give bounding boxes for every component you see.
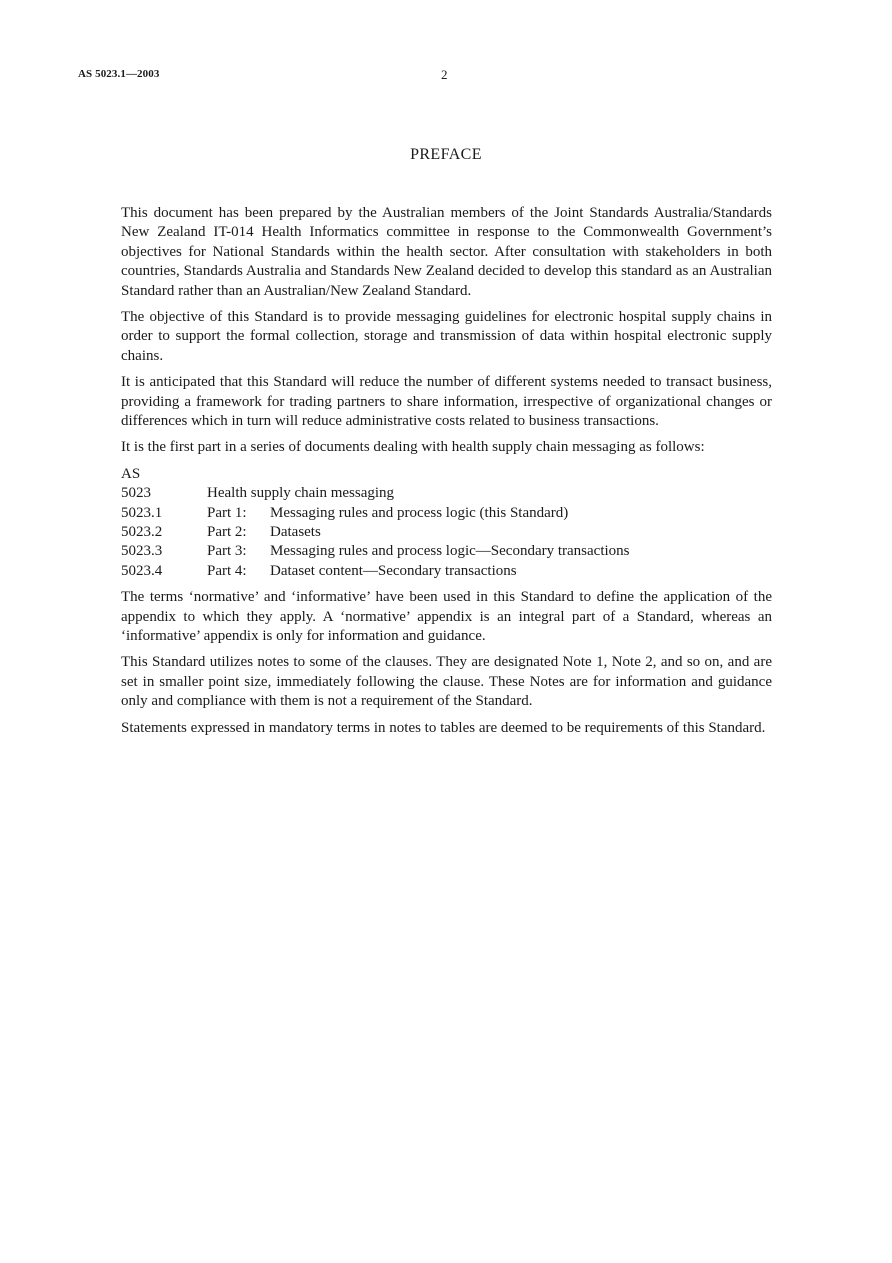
series-part: Part 1: [207, 504, 247, 521]
paragraph-series-intro: It is the first part in a series of documents dealing with health supply chain messaging as follows: [121, 439, 705, 456]
series-number: 5023.2 [121, 524, 163, 541]
series-list [121, 465, 772, 581]
series-number: 5023.4 [121, 562, 163, 579]
paragraph-anticipated: It is anticipated that this Standard will reduce the number of different systems needed to transact business, providing a framework for trading partners to share information, irrespective of organizational changes or differences which in turn will reduce administrative costs related to business transactions. [121, 374, 772, 430]
series-row [121, 562, 772, 581]
paragraph-notes: This Standard utilizes notes to some of the clauses. They are designated Note 1, Note 2, and so on, and are set in smaller point size, immediately following the clause. These Notes are for information and guidance only and compliance with them is not a requirement of the Standard. [121, 654, 772, 710]
preface-body [121, 204, 772, 745]
series-row [121, 542, 772, 561]
series-row [121, 484, 772, 503]
series-title: Dataset content—Secondary transactions [270, 562, 517, 579]
series-title: Datasets [270, 524, 321, 541]
document-id: AS 5023.1—2003 [78, 68, 160, 80]
paragraph-mandatory: Statements expressed in mandatory terms in notes to tables are deemed to be requirements of this Standard. [121, 719, 766, 736]
series-title: Messaging rules and process logic—Secondary transactions [270, 543, 630, 560]
series-number: 5023.1 [121, 504, 163, 521]
series-part: Part 3: [207, 543, 247, 560]
series-row [121, 504, 772, 523]
series-part: Part 4: [207, 562, 247, 579]
paragraph-normative: The terms ‘normative’ and ‘informative’ have been used in this Standard to define the application of the appendix to which they apply. A ‘normative’ appendix is an integral part of a Standard, whereas an ‘informative’ appendix is only for information and guidance. [121, 589, 772, 645]
series-number: 5023.3 [121, 543, 163, 560]
series-prefix: AS [121, 465, 141, 482]
series-prefix-row [121, 465, 772, 484]
series-number: 5023 [121, 485, 151, 502]
series-title: Messaging rules and process logic (this Standard) [270, 504, 569, 521]
series-part: Part 2: [207, 524, 247, 541]
paragraph-intro: This document has been prepared by the Australian members of the Joint Standards Australia/Standards New Zealand IT-014 Health Informatics committee in response to the Commonwealth Government’s objectives for National Standards within the health sector. After consultation with stakeholders in both countries, Standards Australia and Standards New Zealand decided to develop this standard as an Australian Standard rather than an Australian/New Zealand Standard. [121, 205, 772, 299]
page-number: 2 [441, 67, 448, 82]
paragraph-objective: The objective of this Standard is to provide messaging guidelines for electronic hospital supply chains in order to support the formal collection, storage and transmission of data within hospital electronic supply chains. [121, 309, 772, 364]
page-title: PREFACE [410, 146, 482, 163]
series-title: Health supply chain messaging [207, 485, 395, 502]
series-row [121, 523, 772, 542]
